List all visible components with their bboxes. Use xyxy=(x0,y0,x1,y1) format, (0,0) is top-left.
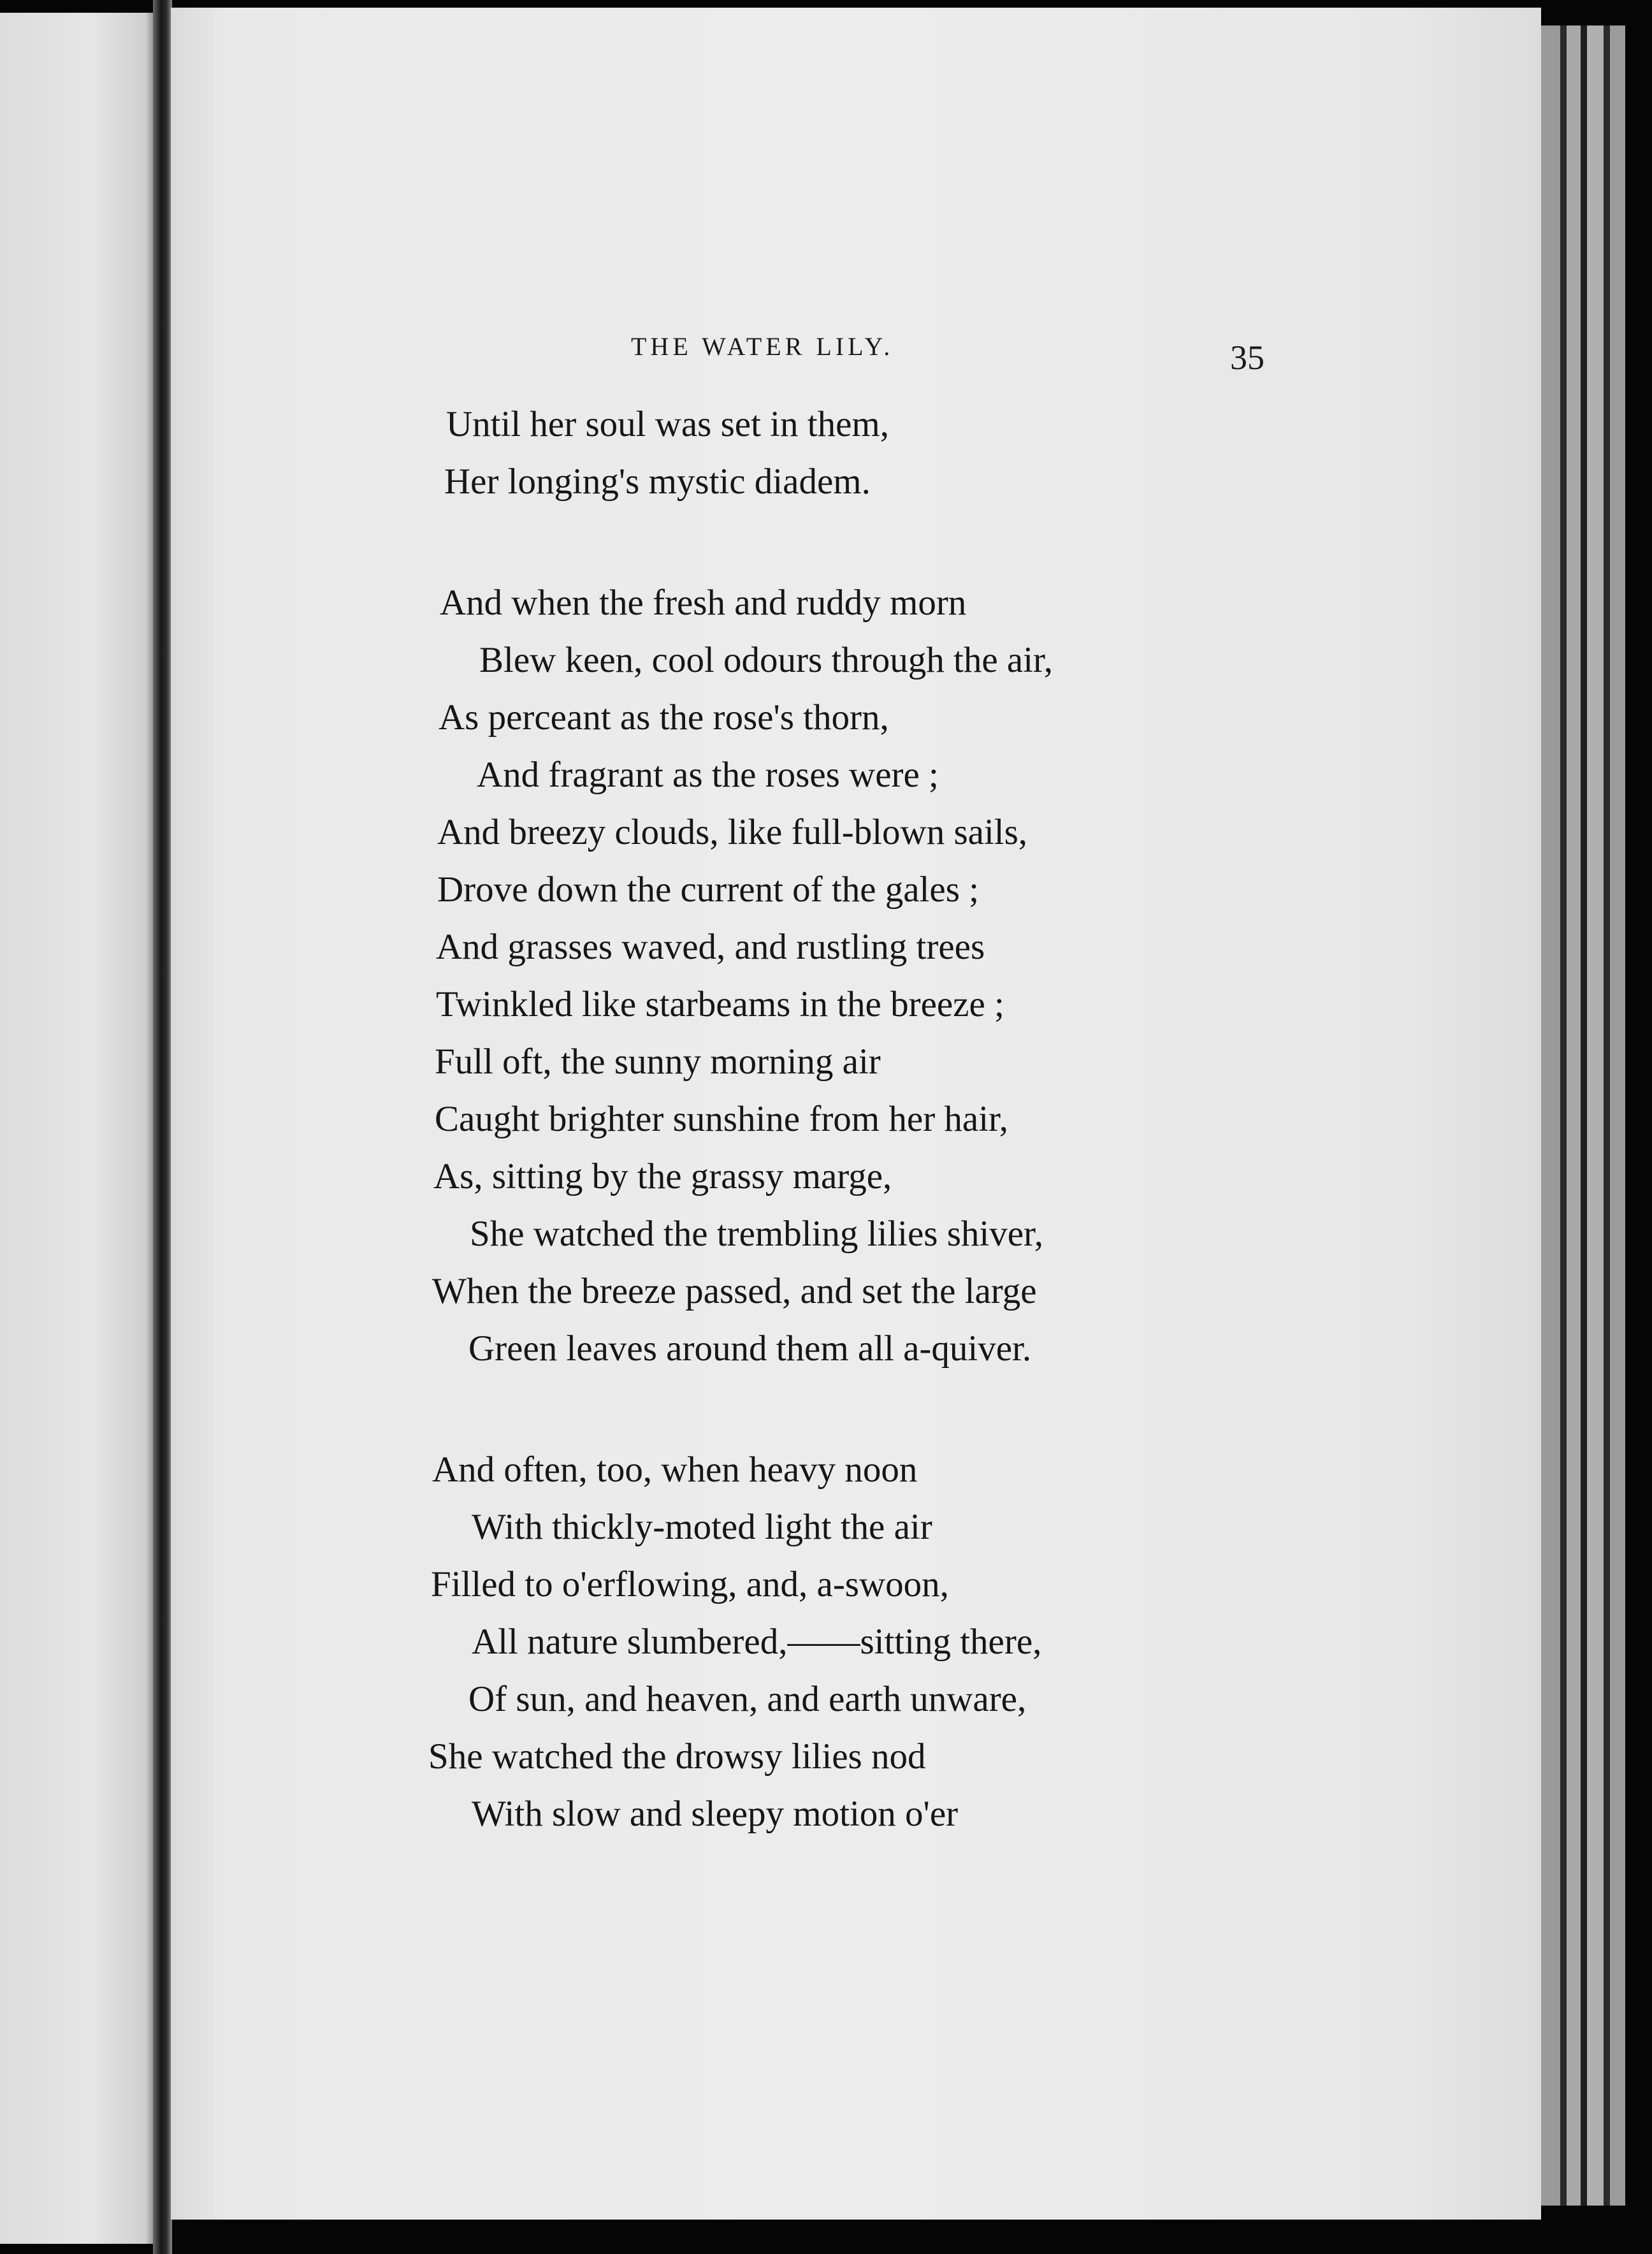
poem-line: And often, too, when heavy noon xyxy=(432,1450,918,1490)
page-number: 35 xyxy=(1230,338,1264,377)
poem-line: Green leaves around them all a-quiver. xyxy=(468,1328,1032,1369)
page-stack-edge xyxy=(1560,25,1567,2206)
page-stack-edge xyxy=(1541,25,1560,2206)
poem-line: Her longing's mystic diadem. xyxy=(444,462,871,502)
poem-line: Full oft, the sunny morning air xyxy=(435,1042,881,1082)
poem-line: Drove down the current of the gales ; xyxy=(437,869,979,910)
poem-line: Blew keen, cool odours through the air, xyxy=(479,640,1054,680)
book-gutter xyxy=(153,0,172,2254)
page-stack-edge xyxy=(1587,25,1604,2206)
poem-line: All nature slumbered,——sitting there, xyxy=(472,1622,1042,1662)
poem-line: Filled to o'erflowing, and, a-swoon, xyxy=(431,1564,949,1604)
poem-line: And when the fresh and ruddy morn xyxy=(440,583,967,623)
poem-line: She watched the drowsy lilies nod xyxy=(428,1736,926,1777)
facing-page-edge xyxy=(0,13,153,2244)
poem-line: With slow and sleepy motion o'er xyxy=(472,1794,959,1834)
page-stack-edge xyxy=(1604,25,1610,2206)
poem-line: She watched the trembling lilies shiver, xyxy=(470,1214,1044,1254)
poem-line: Of sun, and heaven, and earth unware, xyxy=(468,1679,1027,1719)
poem-line: Until her soul was set in them, xyxy=(446,404,889,444)
poem-line: Twinkled like starbeams in the breeze ; xyxy=(436,984,1004,1024)
poem-line: Caught brighter sunshine from her hair, xyxy=(435,1099,1009,1139)
poem-line: When the breeze passed, and set the large xyxy=(432,1271,1037,1311)
poem-line: As, sitting by the grassy marge, xyxy=(433,1156,892,1196)
page-stack-edge xyxy=(1567,25,1581,2206)
poem-line: And fragrant as the roses were ; xyxy=(477,755,939,795)
poem-line: As perceant as the rose's thorn, xyxy=(438,697,889,738)
page-stack-edge xyxy=(1581,25,1587,2206)
page-stack-edge xyxy=(1610,25,1625,2206)
running-header: THE WATER LILY. xyxy=(631,332,894,361)
poem-line: And breezy clouds, like full-blown sails, xyxy=(437,812,1028,852)
poem-line: With thickly-moted light the air xyxy=(472,1507,932,1547)
poem-line: And grasses waved, and rustling trees xyxy=(436,927,985,967)
